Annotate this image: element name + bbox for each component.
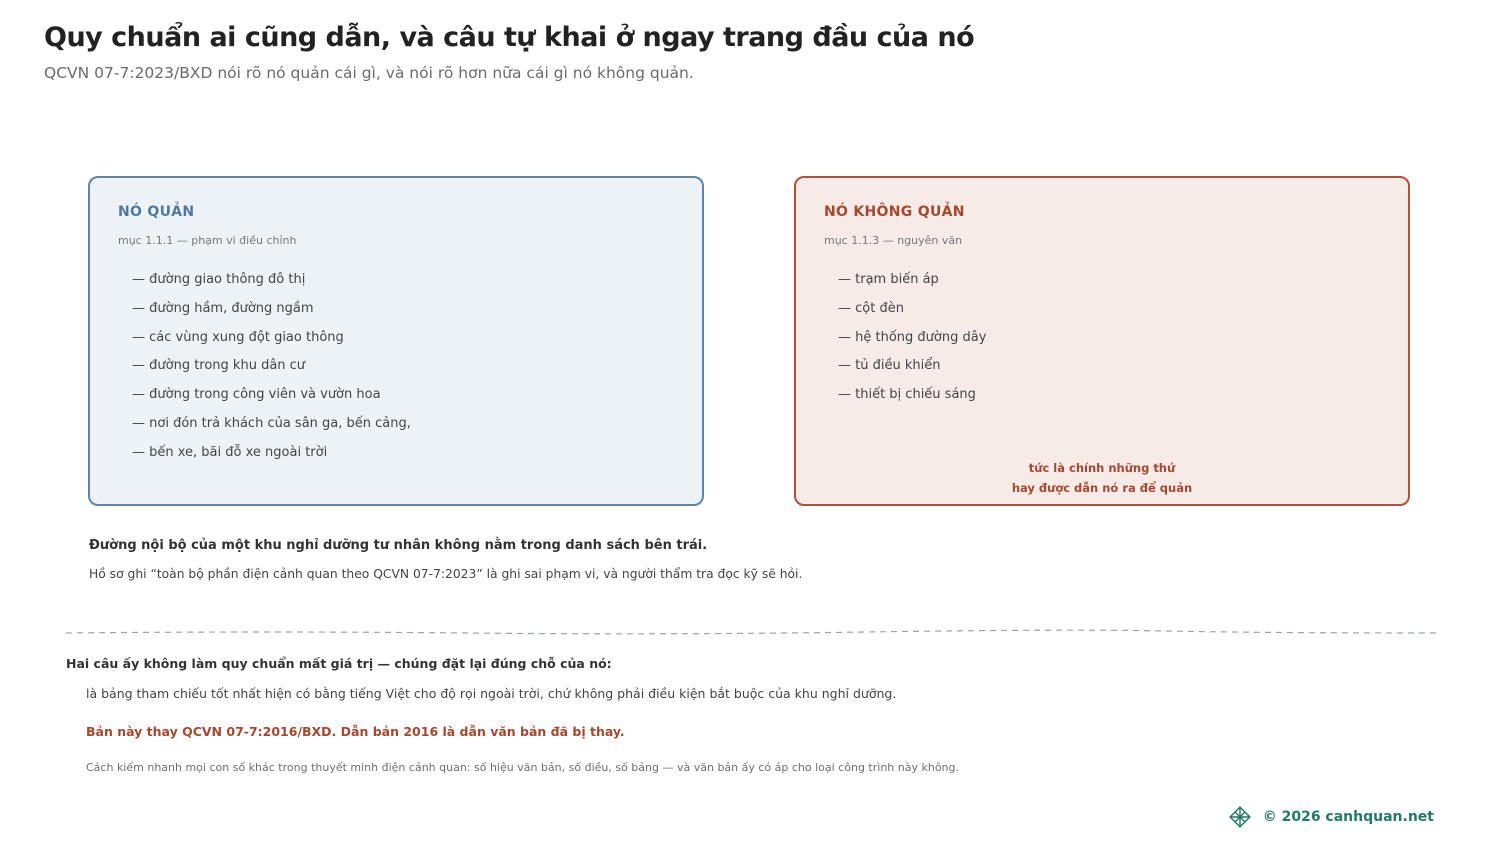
list-item: — bến xe, bãi đỗ xe ngoài trời bbox=[132, 444, 328, 460]
list-item: — đường giao thông đô thị bbox=[132, 272, 306, 287]
excludes-list bbox=[838, 266, 986, 410]
scope-note-bold: Đường nội bộ của một khu nghỉ dưỡng tư nhân không nằm trong danh sách bên trái. bbox=[89, 538, 708, 553]
governs-subheading: mục 1.1.1 — phạm vi điều chỉnh bbox=[118, 234, 297, 247]
section-paragraph-3: Cách kiểm nhanh mọi con số khác trong thuyết minh điện cảnh quan: số hiệu văn bản, số điều, số bảng — và văn bản ấy có áp cho loại công trình này không. bbox=[86, 761, 960, 774]
list-item: — thiết bị chiếu sáng bbox=[838, 387, 976, 403]
section-lead: Hai câu ấy không làm quy chuẩn mất giá trị — chúng đặt lại đúng chỗ của nó: bbox=[66, 656, 612, 671]
excludes-subheading: mục 1.1.3 — nguyên văn bbox=[824, 234, 963, 247]
section-paragraph-2: Bản này thay QCVN 07-7:2016/BXD. Dẫn bản 2016 là dẫn văn bản đã bị thay. bbox=[86, 724, 625, 739]
list-item: — đường trong công viên và vườn hoa bbox=[132, 387, 381, 403]
wavy-dashed-divider bbox=[66, 624, 1436, 638]
list-item: — cột đèn bbox=[838, 300, 904, 316]
governs-list bbox=[132, 266, 411, 468]
list-item: — đường trong khu dân cư bbox=[132, 358, 306, 374]
list-item: — hệ thống đường dây bbox=[838, 329, 987, 345]
footer bbox=[1229, 806, 1434, 828]
governs-heading: NÓ QUẢN bbox=[118, 204, 195, 220]
page-subtitle: QCVN 07-7:2023/BXD nói rõ nó quản cái gì, và nói rõ hơn nữa cái gì nó không quản. bbox=[44, 64, 694, 82]
excludes-note bbox=[796, 458, 1408, 498]
list-item: — các vùng xung đột giao thông bbox=[132, 329, 344, 345]
excludes-note-line2: hay được dẫn nó ra để quản bbox=[1011, 481, 1193, 495]
list-item: — tủ điều khiển bbox=[838, 358, 941, 374]
list-item: — trạm biến áp bbox=[838, 272, 939, 287]
scope-note-plain: Hồ sơ ghi “toàn bộ phần điện cảnh quan theo QCVN 07-7:2023” là ghi sai phạm vi, và người thẩm tra đọc kỹ sẽ hỏi. bbox=[89, 567, 803, 581]
copyright-text: © 2026 canhquan.net bbox=[1262, 809, 1434, 825]
lattice-logo-icon bbox=[1229, 806, 1251, 828]
excludes-heading: NÓ KHÔNG QUẢN bbox=[824, 204, 965, 220]
page-title: Quy chuẩn ai cũng dẫn, và câu tự khai ở ngay trang đầu của nó bbox=[44, 22, 975, 53]
list-item: — nơi đón trả khách của sân ga, bến cảng, bbox=[132, 415, 411, 431]
excludes-note-line1: tức là chính những thứ bbox=[1028, 461, 1176, 475]
governs-box bbox=[88, 176, 704, 506]
list-item: — đường hầm, đường ngầm bbox=[132, 300, 314, 316]
excludes-box bbox=[794, 176, 1410, 506]
section-paragraph-1: là bảng tham chiếu tốt nhất hiện có bằng tiếng Việt cho độ rọi ngoài trời, chứ không phải điều kiện bắt buộc của khu nghỉ dưỡng. bbox=[86, 686, 897, 701]
